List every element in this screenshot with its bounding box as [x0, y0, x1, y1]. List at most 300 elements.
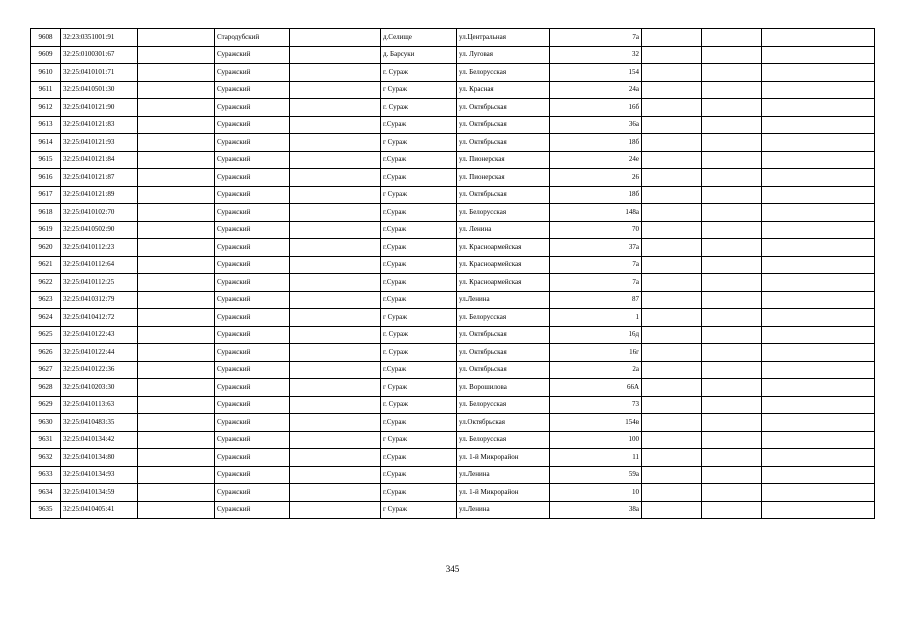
cadastral-number-cell: 32:25:0410102:70	[61, 204, 138, 222]
street-cell: ул. Красная	[457, 81, 550, 99]
empty-cell	[762, 501, 875, 519]
table-row	[31, 64, 875, 82]
row-index-cell: 9608	[31, 29, 61, 47]
street-cell: ул. Октябрьская	[457, 186, 550, 204]
street-cell: ул. 1-й Микрорайон	[457, 449, 550, 467]
street-cell: ул. Луговая	[457, 46, 550, 64]
empty-cell	[762, 151, 875, 169]
cadastral-number-cell: 32:25:0410112:64	[61, 256, 138, 274]
empty-cell	[762, 379, 875, 397]
empty-cell	[702, 151, 762, 169]
empty-cell	[290, 484, 381, 502]
empty-cell	[138, 466, 215, 484]
district-cell: Стародубский	[215, 29, 290, 47]
house-number-cell: 87	[550, 291, 642, 309]
empty-cell	[290, 29, 381, 47]
table-row	[31, 379, 875, 397]
table-row	[31, 431, 875, 449]
empty-cell	[642, 134, 702, 152]
table-row	[31, 186, 875, 204]
house-number-cell: 16г	[550, 344, 642, 362]
empty-cell	[702, 29, 762, 47]
street-cell: ул. Белорусская	[457, 396, 550, 414]
cadastral-number-cell: 32:25:0410121:83	[61, 116, 138, 134]
empty-cell	[762, 64, 875, 82]
table-row	[31, 274, 875, 292]
empty-cell	[642, 379, 702, 397]
locality-cell: г.Сураж	[381, 484, 457, 502]
empty-cell	[290, 309, 381, 327]
locality-cell: г. Сураж	[381, 396, 457, 414]
empty-cell	[762, 186, 875, 204]
row-index-cell: 9612	[31, 99, 61, 117]
row-index-cell: 9628	[31, 379, 61, 397]
street-cell: ул. Октябрьская	[457, 116, 550, 134]
empty-cell	[702, 344, 762, 362]
house-number-cell: 38а	[550, 501, 642, 519]
house-number-cell: 18б	[550, 186, 642, 204]
table-row	[31, 134, 875, 152]
row-index-cell: 9616	[31, 169, 61, 187]
cadastral-number-cell: 32:25:0410312:79	[61, 291, 138, 309]
house-number-cell: 100	[550, 431, 642, 449]
district-cell: Суражский	[215, 501, 290, 519]
empty-cell	[290, 81, 381, 99]
empty-cell	[642, 291, 702, 309]
empty-cell	[642, 99, 702, 117]
empty-cell	[290, 449, 381, 467]
row-index-cell: 9621	[31, 256, 61, 274]
empty-cell	[642, 169, 702, 187]
district-cell: Суражский	[215, 396, 290, 414]
row-index-cell: 9622	[31, 274, 61, 292]
empty-cell	[138, 239, 215, 257]
empty-cell	[138, 431, 215, 449]
empty-cell	[290, 46, 381, 64]
street-cell: ул. Ворошилова	[457, 379, 550, 397]
empty-cell	[138, 274, 215, 292]
empty-cell	[290, 274, 381, 292]
house-number-cell: 16б	[550, 99, 642, 117]
district-cell: Суражский	[215, 414, 290, 432]
table-row	[31, 204, 875, 222]
house-number-cell: 70	[550, 221, 642, 239]
empty-cell	[642, 204, 702, 222]
table-row	[31, 169, 875, 187]
table-row	[31, 29, 875, 47]
empty-cell	[762, 99, 875, 117]
empty-cell	[290, 221, 381, 239]
empty-cell	[138, 309, 215, 327]
empty-cell	[702, 116, 762, 134]
empty-cell	[290, 379, 381, 397]
cadastral-number-cell: 32:25:0410134:42	[61, 431, 138, 449]
empty-cell	[642, 186, 702, 204]
house-number-cell: 7а	[550, 274, 642, 292]
empty-cell	[138, 99, 215, 117]
empty-cell	[290, 239, 381, 257]
row-index-cell: 9618	[31, 204, 61, 222]
empty-cell	[642, 431, 702, 449]
cadastral-number-cell: 32:25:0410112:25	[61, 274, 138, 292]
locality-cell: г Сураж	[381, 81, 457, 99]
locality-cell: г.Сураж	[381, 291, 457, 309]
district-cell: Суражский	[215, 116, 290, 134]
empty-cell	[290, 186, 381, 204]
cadastral-number-cell: 32:25:0100301:67	[61, 46, 138, 64]
locality-cell: г.Сураж	[381, 449, 457, 467]
empty-cell	[138, 64, 215, 82]
empty-cell	[642, 396, 702, 414]
row-index-cell: 9617	[31, 186, 61, 204]
empty-cell	[138, 326, 215, 344]
row-index-cell: 9619	[31, 221, 61, 239]
empty-cell	[702, 326, 762, 344]
table-row	[31, 501, 875, 519]
locality-cell: г. Сураж	[381, 344, 457, 362]
empty-cell	[138, 256, 215, 274]
house-number-cell: 59а	[550, 466, 642, 484]
cadastral-number-cell: 32:25:0410483:35	[61, 414, 138, 432]
house-number-cell: 37а	[550, 239, 642, 257]
empty-cell	[702, 99, 762, 117]
cadastral-number-cell: 32:25:0410134:59	[61, 484, 138, 502]
empty-cell	[762, 116, 875, 134]
house-number-cell: 26	[550, 169, 642, 187]
street-cell: ул.Ленина	[457, 501, 550, 519]
table-row	[31, 291, 875, 309]
row-index-cell: 9623	[31, 291, 61, 309]
table-row	[31, 466, 875, 484]
empty-cell	[642, 64, 702, 82]
district-cell: Суражский	[215, 379, 290, 397]
table-row	[31, 396, 875, 414]
empty-cell	[642, 484, 702, 502]
empty-cell	[762, 204, 875, 222]
district-cell: Суражский	[215, 81, 290, 99]
cadastral-number-cell: 32:25:0410121:84	[61, 151, 138, 169]
empty-cell	[762, 46, 875, 64]
district-cell: Суражский	[215, 221, 290, 239]
row-index-cell: 9629	[31, 396, 61, 414]
cadastral-number-cell: 32:25:0410121:89	[61, 186, 138, 204]
row-index-cell: 9615	[31, 151, 61, 169]
empty-cell	[702, 291, 762, 309]
empty-cell	[702, 431, 762, 449]
district-cell: Суражский	[215, 256, 290, 274]
street-cell: ул. Октябрьская	[457, 99, 550, 117]
empty-cell	[762, 256, 875, 274]
table-row	[31, 449, 875, 467]
table-body	[31, 29, 875, 519]
row-index-cell: 9609	[31, 46, 61, 64]
table-row	[31, 46, 875, 64]
district-cell: Суражский	[215, 309, 290, 327]
row-index-cell: 9635	[31, 501, 61, 519]
empty-cell	[138, 46, 215, 64]
row-index-cell: 9624	[31, 309, 61, 327]
empty-cell	[762, 484, 875, 502]
locality-cell: г.Сураж	[381, 116, 457, 134]
street-cell: ул. Красноармейская	[457, 239, 550, 257]
cadastral-number-cell: 32:25:0410112:23	[61, 239, 138, 257]
empty-cell	[138, 29, 215, 47]
house-number-cell: 154в	[550, 414, 642, 432]
empty-cell	[762, 239, 875, 257]
empty-cell	[290, 414, 381, 432]
empty-cell	[642, 344, 702, 362]
empty-cell	[702, 256, 762, 274]
street-cell: ул. Ленина	[457, 221, 550, 239]
empty-cell	[138, 134, 215, 152]
district-cell: Суражский	[215, 204, 290, 222]
table-row	[31, 414, 875, 432]
street-cell: ул. Октябрьская	[457, 361, 550, 379]
empty-cell	[702, 396, 762, 414]
district-cell: Суражский	[215, 134, 290, 152]
empty-cell	[290, 204, 381, 222]
empty-cell	[642, 326, 702, 344]
street-cell: ул.Ленина	[457, 291, 550, 309]
house-number-cell: 7а	[550, 256, 642, 274]
empty-cell	[702, 501, 762, 519]
row-index-cell: 9625	[31, 326, 61, 344]
district-cell: Суражский	[215, 431, 290, 449]
empty-cell	[138, 361, 215, 379]
table-row	[31, 116, 875, 134]
street-cell: ул. Белорусская	[457, 64, 550, 82]
row-index-cell: 9633	[31, 466, 61, 484]
table-row	[31, 309, 875, 327]
empty-cell	[702, 414, 762, 432]
locality-cell: г.Сураж	[381, 239, 457, 257]
house-number-cell: 24е	[550, 151, 642, 169]
table-row	[31, 99, 875, 117]
district-cell: Суражский	[215, 484, 290, 502]
empty-cell	[702, 361, 762, 379]
cadastral-number-cell: 32:25:0410203:30	[61, 379, 138, 397]
table-row	[31, 484, 875, 502]
table-row	[31, 361, 875, 379]
row-index-cell: 9626	[31, 344, 61, 362]
empty-cell	[762, 81, 875, 99]
row-index-cell: 9631	[31, 431, 61, 449]
row-index-cell: 9627	[31, 361, 61, 379]
empty-cell	[762, 326, 875, 344]
house-number-cell: 2а	[550, 361, 642, 379]
empty-cell	[138, 81, 215, 99]
locality-cell: г.Сураж	[381, 466, 457, 484]
house-number-cell: 18б	[550, 134, 642, 152]
empty-cell	[702, 449, 762, 467]
cadastral-number-cell: 32:25:0410412:72	[61, 309, 138, 327]
empty-cell	[138, 396, 215, 414]
table-row	[31, 344, 875, 362]
empty-cell	[762, 396, 875, 414]
house-number-cell: 11	[550, 449, 642, 467]
street-cell: ул. Пионерская	[457, 151, 550, 169]
locality-cell: г Сураж	[381, 501, 457, 519]
house-number-cell: 148а	[550, 204, 642, 222]
empty-cell	[642, 309, 702, 327]
empty-cell	[642, 81, 702, 99]
locality-cell: г.Сураж	[381, 274, 457, 292]
cadastral-number-cell: 32:25:0410501:30	[61, 81, 138, 99]
cadastral-number-cell: 32:25:0410113:63	[61, 396, 138, 414]
row-index-cell: 9630	[31, 414, 61, 432]
empty-cell	[138, 449, 215, 467]
locality-cell: г.Сураж	[381, 204, 457, 222]
empty-cell	[762, 169, 875, 187]
empty-cell	[290, 256, 381, 274]
empty-cell	[138, 291, 215, 309]
cadastral-number-cell: 32:25:0410121:93	[61, 134, 138, 152]
empty-cell	[138, 204, 215, 222]
district-cell: Суражский	[215, 326, 290, 344]
empty-cell	[762, 449, 875, 467]
empty-cell	[642, 256, 702, 274]
empty-cell	[762, 309, 875, 327]
empty-cell	[762, 291, 875, 309]
locality-cell: г Сураж	[381, 431, 457, 449]
empty-cell	[290, 431, 381, 449]
district-cell: Суражский	[215, 274, 290, 292]
empty-cell	[290, 361, 381, 379]
empty-cell	[290, 291, 381, 309]
locality-cell: г Сураж	[381, 186, 457, 204]
empty-cell	[290, 134, 381, 152]
street-cell: ул. Октябрьская	[457, 134, 550, 152]
locality-cell: г.Сураж	[381, 221, 457, 239]
street-cell: ул.Центральная	[457, 29, 550, 47]
empty-cell	[702, 466, 762, 484]
house-number-cell: 10	[550, 484, 642, 502]
table-row	[31, 81, 875, 99]
locality-cell: г Сураж	[381, 379, 457, 397]
street-cell: ул. Белорусская	[457, 431, 550, 449]
house-number-cell: 154	[550, 64, 642, 82]
empty-cell	[762, 414, 875, 432]
locality-cell: г. Сураж	[381, 64, 457, 82]
empty-cell	[702, 134, 762, 152]
empty-cell	[290, 466, 381, 484]
cadastral-number-cell: 32:25:0410122:43	[61, 326, 138, 344]
empty-cell	[642, 151, 702, 169]
empty-cell	[702, 169, 762, 187]
empty-cell	[642, 221, 702, 239]
cadastral-number-cell: 32:25:0410121:90	[61, 99, 138, 117]
empty-cell	[642, 29, 702, 47]
empty-cell	[702, 204, 762, 222]
district-cell: Суражский	[215, 466, 290, 484]
registry-table-container	[30, 28, 875, 519]
empty-cell	[702, 309, 762, 327]
row-index-cell: 9632	[31, 449, 61, 467]
street-cell: ул.Ленина	[457, 466, 550, 484]
locality-cell: г. Сураж	[381, 99, 457, 117]
empty-cell	[702, 186, 762, 204]
house-number-cell: 73	[550, 396, 642, 414]
district-cell: Суражский	[215, 64, 290, 82]
empty-cell	[290, 396, 381, 414]
empty-cell	[762, 134, 875, 152]
empty-cell	[762, 466, 875, 484]
street-cell: ул. Пионерская	[457, 169, 550, 187]
empty-cell	[762, 431, 875, 449]
cadastral-number-cell: 32:25:0410405:41	[61, 501, 138, 519]
table-row	[31, 239, 875, 257]
house-number-cell: 32	[550, 46, 642, 64]
empty-cell	[642, 414, 702, 432]
empty-cell	[702, 221, 762, 239]
district-cell: Суражский	[215, 186, 290, 204]
row-index-cell: 9614	[31, 134, 61, 152]
empty-cell	[642, 274, 702, 292]
empty-cell	[642, 466, 702, 484]
row-index-cell: 9611	[31, 81, 61, 99]
empty-cell	[702, 484, 762, 502]
locality-cell: г.Сураж	[381, 361, 457, 379]
district-cell: Суражский	[215, 239, 290, 257]
district-cell: Суражский	[215, 46, 290, 64]
table-row	[31, 326, 875, 344]
empty-cell	[702, 274, 762, 292]
house-number-cell: 66А	[550, 379, 642, 397]
street-cell: ул. Октябрьская	[457, 344, 550, 362]
empty-cell	[138, 151, 215, 169]
empty-cell	[290, 99, 381, 117]
empty-cell	[642, 239, 702, 257]
empty-cell	[138, 186, 215, 204]
street-cell: ул. Октябрьская	[457, 326, 550, 344]
cadastral-number-cell: 32:25:0410122:44	[61, 344, 138, 362]
empty-cell	[702, 46, 762, 64]
empty-cell	[642, 449, 702, 467]
district-cell: Суражский	[215, 361, 290, 379]
empty-cell	[290, 116, 381, 134]
cadastral-number-cell: 32:25:0410122:36	[61, 361, 138, 379]
empty-cell	[702, 239, 762, 257]
empty-cell	[290, 501, 381, 519]
empty-cell	[290, 326, 381, 344]
empty-cell	[138, 501, 215, 519]
district-cell: Суражский	[215, 344, 290, 362]
empty-cell	[138, 116, 215, 134]
table-row	[31, 221, 875, 239]
empty-cell	[642, 361, 702, 379]
empty-cell	[702, 379, 762, 397]
row-index-cell: 9610	[31, 64, 61, 82]
empty-cell	[290, 169, 381, 187]
empty-cell	[702, 81, 762, 99]
locality-cell: г.Сураж	[381, 414, 457, 432]
empty-cell	[762, 274, 875, 292]
empty-cell	[138, 379, 215, 397]
house-number-cell: 1	[550, 309, 642, 327]
cadastral-number-cell: 32:25:0410134:93	[61, 466, 138, 484]
empty-cell	[290, 64, 381, 82]
locality-cell: г Сураж	[381, 134, 457, 152]
row-index-cell: 9613	[31, 116, 61, 134]
locality-cell: д.Селище	[381, 29, 457, 47]
house-number-cell: 24а	[550, 81, 642, 99]
house-number-cell: 16д	[550, 326, 642, 344]
page-number: 345	[445, 564, 460, 574]
row-index-cell: 9620	[31, 239, 61, 257]
empty-cell	[138, 484, 215, 502]
empty-cell	[762, 221, 875, 239]
row-index-cell: 9634	[31, 484, 61, 502]
